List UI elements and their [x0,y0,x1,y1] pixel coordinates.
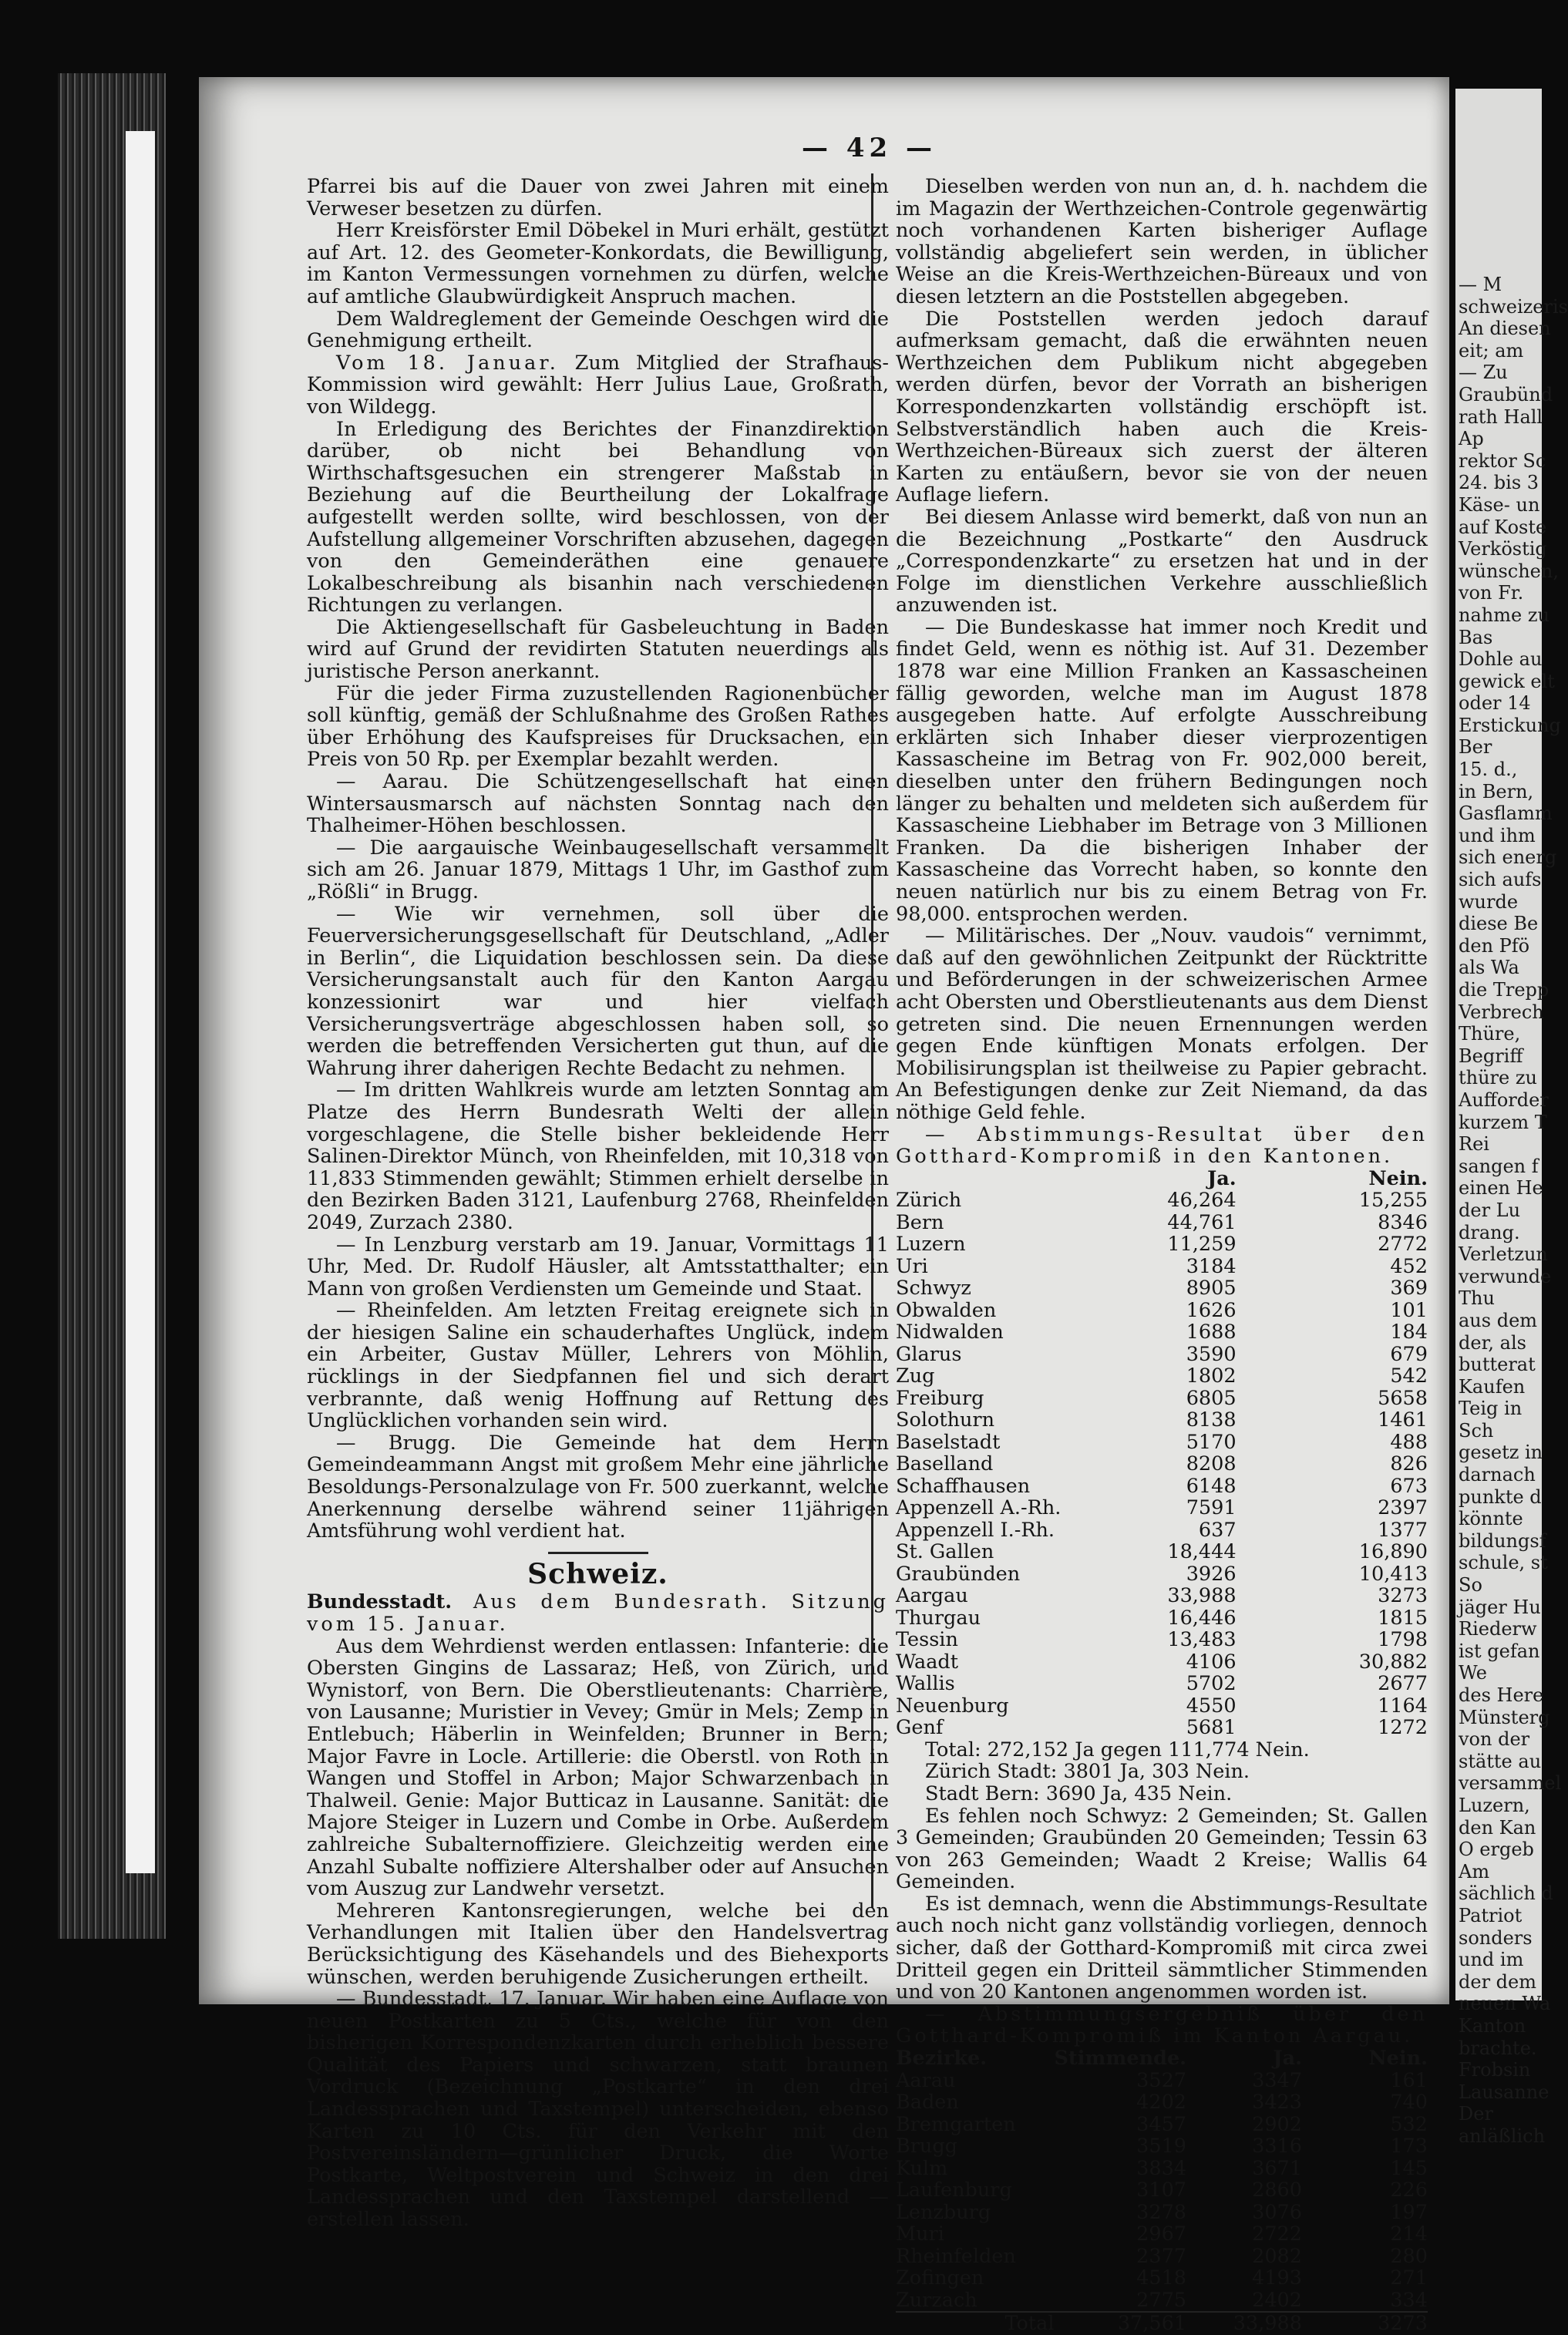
ja-value: 44,761 [1167,1210,1237,1234]
table-header-row [896,2047,1428,2070]
table-row [896,1607,1428,1630]
nein-value: 2677 [1378,1672,1428,1696]
article-paragraph [307,1591,889,1635]
ja-value: 3423 [1252,2091,1302,2115]
canton-name: Uri [896,1254,928,1278]
district-table-title: — Abstimmungsergebniß über den Gotthard-Kompromiß im Kanton Aargau. [896,2002,1428,2048]
nein-value: 1377 [1378,1518,1428,1542]
canton-name: Baselstadt [896,1430,1001,1454]
stimmende-value: 3527 [1136,2068,1187,2092]
ja-value: 3347 [1252,2068,1302,2092]
ja-value: 5170 [1186,1430,1237,1454]
ja-header: Ja. [1273,2047,1302,2071]
stimmende-value: 4202 [1136,2091,1187,2115]
ja-value: 4550 [1186,1694,1237,1718]
article-paragraph: Stadt Bern: 3690 Ja, 435 Nein. [925,1782,1233,1805]
article-paragraph: Dem Waldreglement der Gemeinde Oeschgen wird die Genehmigung ertheilt. [307,307,889,353]
canton-name: Zürich [896,1189,962,1213]
district-name: Muri [896,2222,944,2246]
left-column [307,176,889,2231]
table-row [896,1256,1428,1278]
table-row [896,1519,1428,1542]
table-row [896,2070,1428,2092]
canton-name: Schwyz [896,1277,971,1300]
stimmende-value: 4518 [1136,2266,1187,2290]
nein-value: 1798 [1378,1628,1428,1652]
adjacent-page-fragment [1455,89,1568,2147]
canton-name: Solothurn [896,1408,995,1432]
ja-value: 7591 [1186,1496,1237,1520]
nein-value: 145 [1390,2156,1428,2180]
nein-value: 161 [1390,2068,1428,2092]
article-paragraph: — In Lenzburg verstarb am 19. Januar, Vormittags 11 Uhr, Med. Dr. Rudolf Häusler, alt Amtsstatthalter; ein Mann von großen Verdiensten um Gemeinde und Staat. [307,1233,889,1300]
canton-name: Aargau [896,1584,968,1608]
ja-value: 16,446 [1167,1606,1237,1630]
table-row [896,2267,1428,2290]
nein-value: 673 [1390,1474,1428,1498]
ja-value: 6805 [1186,1386,1237,1410]
table-row [896,1541,1428,1563]
article-paragraph: Dieselben werden von nun an, d. h. nachdem die im Magazin der Werthzeichen-Controle gegenwärtig noch vorhandenen Karten bisheriger Auflage vollständig abgeliefert sein werden, in üblicher Weise an die Kreis-Werthzeichen-Büreaux und von diesen letztern an die Poststellen abgegeben. [896,175,1428,308]
total-label: Total [1004,2312,1055,2335]
table-row [896,1344,1428,1366]
nein-value: 826 [1390,1452,1428,1476]
canton-name: St. Gallen [896,1540,994,1564]
nein-value: 173 [1390,2135,1428,2158]
article-paragraph: Total: 272,152 Ja gegen 111,774 Nein. [925,1738,1310,1761]
canton-name: Schaffhausen [896,1474,1031,1498]
article-paragraph: — Militärisches. Der „Nouv. vaudois“ vernimmt, daß auf den gewöhnlichen Zeitpunkt der Rücktritte und Beförderungen in der schweizerischen Armee acht Obersten und Oberstlieutenants aus dem Dienst getreten sind. Die neuen Ernennungen werden gegen Ende künftigen Monats erfolgen. Der Mobilisirungsplan ist theilweise zu Papier gebracht. An Befestigungen denke zur Zeit Niemand, da das nöthige Geld fehle. [896,924,1428,1124]
article-paragraph: Für die jeder Firma zuzustellenden Ragionenbücher soll künftig, gemäß der Schlußnahme des Großen Rathes über Erhöhung des Kaufspreises für Drucksachen, ein Preis von 50 Rp. per Exemplar bezahlt werden. [307,681,889,772]
article-paragraph: Die Aktiengesellschaft für Gasbeleuchtung in Baden wird auf Grund der revidirten Statuten neuerdings als juristische Person anerkannt. [307,615,889,684]
nein-header: Nein. [1368,1166,1428,1190]
canton-name: Zug [896,1364,935,1388]
table-row [896,2290,1428,2313]
article-paragraph: Die Poststellen werden jedoch darauf aufmerksam gemacht, daß die erwähnten neuen Werthzeichen dem Publikum nicht abgegeben werden dürfen, bevor der Vorrath an bisherigen Korrespondenzkarten vollständig erschöpft ist. Selbstverständlich haben auch die Kreis-Werthzeichen-Büreaux sich zuerst der älteren Karten zu entäußern, bevor sie von der neuen Auflage liefern. [896,307,1428,507]
nein-value: 2397 [1378,1496,1428,1520]
table-row [896,1695,1428,1718]
table-row [896,1563,1428,1586]
dateline: Vom 18. Januar. [336,351,559,375]
section-title: Schweiz. [527,1557,668,1590]
nein-value: 214 [1390,2222,1428,2246]
district-name: Aarau [896,2068,956,2092]
district-name: Zofingen [896,2266,984,2290]
canton-name: Waadt [896,1650,958,1674]
ja-value: 1626 [1186,1298,1237,1322]
total-row [896,2312,1428,2335]
table-row [896,1409,1428,1432]
article-paragraph: — Die Bundeskasse hat immer noch Kredit und findet Geld, wenn es nöthig ist. Auf 31. Dezember 1878 war eine Million Franken an Kassascheinen fällig geworden, welche man im August 1878 ausgegeben hatte. Auf erfolgte Ausschreibung erklärten sich Inhaber dieser vierprozentigen Kassascheine im Betrag von Fr. 902,000 bereit, dieselben unter den frühern Bedingungen noch länger zu behalten und meldeten sich außerdem für Kassascheine Liebhaber im Betrage von 3 Millionen Franken. Da die bisherigen Inhaber der Kassascheine das Vorrecht haben, so konnte den neuen natürlich nur bis zu einem Betrag von Fr. 98,000. entsprochen werden. [896,615,1428,926]
article-paragraph: — Brugg. Die Gemeinde hat dem Herrn Gemeindeammann Angst mit großem Mehr eine jährliche Besoldungs-Personalzulage von Fr. 500 zuerkannt, welche Anerkennung derselbe während seiner 11jährigen Amtsführung wohl verdient hat. [307,1431,889,1543]
ja-value: 46,264 [1167,1189,1237,1213]
table-row [896,1497,1428,1519]
district-name: Baden [896,2091,959,2115]
nein-value: 271 [1390,2266,1428,2290]
stimmende-value: 2775 [1136,2288,1187,2312]
article-paragraph: — Rheinfelden. Am letzten Freitag ereignete sich in der hiesigen Saline ein schauderhaftes Unglück, indem ein Arbeiter, Gustav Müller, Lehrers von Möhlin, rücklings in der Siedpfannen fiel und sich derart verbrannte, daß wenig Hoffnung auf Rettung des Unglücklichen vorhanden sein wird. [307,1299,889,1433]
right-column [896,176,1428,2335]
nein-value: 452 [1390,1254,1428,1278]
ja-value: 8208 [1186,1452,1237,1476]
table-row [896,2202,1428,2224]
table-row [896,1365,1428,1388]
article-paragraph [307,352,889,419]
ja-value: 4193 [1252,2266,1302,2290]
nein-value: 334 [1390,2288,1428,2312]
district-name: Kulm [896,2156,948,2180]
nein-value: 1272 [1378,1716,1428,1740]
ja-value: 2402 [1252,2288,1302,2312]
adjacent-page-text: — M schweizeris An diesen eit; am — Zu Graubünd rath Hall Ap rektor Sc 24. bis 3 Käse- un auf Koste Verköstig wünschen, von Fr. nahme zu Bas Dohle au gewick elt oder 14 Erstickung Ber 15. d., in Bern, Gasflamm und ihm sich energ sich aufs wurde diese Be den Pfö als Wa die Trepp Verbrech Thüre, Begriff thüre zu Aufforder kurzem T Rei sangen f einen He der Lu drang. Verletzun verwunde Thu aus dem der, als butterat Kaufen Teig in Sch gesetz in darnach punkte d könnte bildungsf schule, st So jäger Hu Riederw ist gefan We des Here Münsterg von der stätte au versammel Luzern, den Kan O ergeb Am sächlich d Patriot sonders und im der dem neuen Wa Kanton brachte. Frobsin Lausanne Der anläßlich [1459,274,1568,2147]
canton-name: Nidwalden [896,1321,1004,1344]
stimmende-value: 2967 [1136,2222,1187,2246]
section-rule [548,1552,648,1554]
table-row [896,1277,1428,1300]
table-row [896,1212,1428,1234]
article-paragraph: — Aarau. Die Schützengesellschaft hat einen Wintersausmarsch auf nächsten Sonntag nach den Thalheimer-Höhen beschlossen. [307,770,889,838]
canton-name: Baselland [896,1452,994,1476]
ja-value: 8905 [1186,1277,1237,1300]
paragraph-body: Zum Mitglied der Strafhaus-Kommission wird gewählt: Herr Julius Laue, Großrath, von Wildegg. [307,351,889,419]
district-name: Laufenburg [896,2179,1012,2202]
ja-value: 18,444 [1167,1540,1237,1564]
district-vote-table [896,2047,1428,2335]
nein-value: 8346 [1378,1210,1428,1234]
ja-value: 8138 [1186,1408,1237,1432]
vote-table-title: — Abstimmungs-Resultat über den Gotthard-Kompromiß in den Kantonen. [896,1122,1428,1169]
stimmende-value: 3278 [1136,2200,1187,2224]
article-paragraph: — Wie wir vernehmen, soll über die Feuerversicherungsgesellschaft für Deutschland, „Adler in Berlin“, die Liquidation beschlossen sein. Da diese Versicherungsanstalt auch für den Kanton Aargau konzessionirt war und hier vielfach Versicherungsverträge abgeschlossen haben soll, so werden die betreffenden Versicherten gut thun, auf die Wahrung ihrer daherigen Rechte Bedacht zu nehmen. [307,902,889,1080]
table-row [896,1475,1428,1498]
article-paragraph: In Erledigung des Berichtes der Finanzdirektion darüber, ob nicht bei Behandlung von Wirthschaftsgesuchen ein strengerer Maßstab in Beziehung auf die Beurtheilung der Lokalfrage aufgestellt werden sollte, wird beschlossen, von der Aufstellung allgemeiner Vorschriften abzusehen, dagegen von den Gemeinderäthen eine genauere Lokalbeschreibung als bisanhin nach verschiedenen Richtungen zu verlangen. [307,417,889,617]
ja-value: 2860 [1252,2179,1302,2202]
nein-value: 184 [1390,1321,1428,1344]
nein-value: 280 [1390,2244,1428,2268]
ja-value: 637 [1198,1518,1237,1542]
table-row [896,2158,1428,2180]
ja-value: 1688 [1186,1321,1237,1344]
nein-value: 226 [1390,2179,1428,2202]
nein-value: 1164 [1378,1694,1428,1718]
page-number: — 42 — [802,133,937,163]
district-name: Lenzburg [896,2200,991,2224]
canton-name: Neuenburg [896,1694,1009,1718]
canton-name: Freiburg [896,1386,984,1410]
ja-value: 4106 [1186,1650,1237,1674]
district-name: Rheinfelden [896,2244,1016,2268]
canton-name: Bern [896,1210,944,1234]
ja-value: 2722 [1252,2222,1302,2246]
canton-name: Appenzell A.-Rh. [896,1496,1062,1520]
nein-value: 15,255 [1358,1189,1428,1213]
table-row [896,2135,1428,2158]
table-row [896,2091,1428,2114]
canton-name: Luzern [896,1233,966,1257]
district-name: Zurzach [896,2288,977,2312]
nein-header: Nein. [1368,2047,1428,2071]
nein-value: 30,882 [1358,1650,1428,1674]
table-row [896,2223,1428,2246]
article-paragraph: Mehreren Kantonsregierungen, welche bei den Verhandlungen mit Italien über den Handelsvertrag Berücksichtigung des Käsehandels und des Biehexports wünschen, werden beruhigende Zusicherungen ertheilt. [307,1899,889,1989]
ja-value: 3076 [1252,2200,1302,2224]
nein-value: 542 [1390,1364,1428,1388]
table-row [896,1673,1428,1695]
table-row [896,1388,1428,1410]
ja-value: 13,483 [1167,1628,1237,1652]
nein-value: 740 [1390,2091,1428,2115]
table-row [896,1629,1428,1651]
table-row [896,1585,1428,1607]
table-row [896,1453,1428,1475]
bezirke-header: Bezirke. [896,2047,988,2071]
article-paragraph: Herr Kreisförster Emil Döbekel in Muri erhält, gestützt auf Art. 12. des Geometer-Konkordats, die Bewilligung, im Kanton Vermessungen vornehmen zu dürfen, welche auf amtliche Glaubwürdigkeit Anspruch machen. [307,219,889,308]
ja-value: 1802 [1186,1364,1237,1388]
canton-name: Obwalden [896,1298,997,1322]
article-paragraph: Bei diesem Anlasse wird bemerkt, daß von nun an die Bezeichnung „Postkarte“ den Ausdruck „Correspondenzkarte“ zu ersetzen hat und in der Folge im dienstlichen Verkehre ausschließlich anzuwenden ist. [896,505,1428,617]
canton-name: Glarus [896,1342,962,1366]
article-paragraph: Es ist demnach, wenn die Abstimmungs-Resultate auch noch nicht ganz vollständig vorliegen, dennoch sicher, daß der Gotthard-Kompromiß mit circa zwei Dritteil gegen ein Dritteil sämmtlicher Stimmenden und von 20 Kantonen angenommen worden ist. [896,1892,1428,2004]
table-row [896,1717,1428,1739]
dateline: Bundesstadt. [307,1590,453,1614]
table-row [896,1189,1428,1212]
table-row [896,1651,1428,1674]
canton-vote-table [896,1168,1428,1739]
article-paragraph: Es fehlen noch Schwyz: 2 Gemeinden; St. Gallen 3 Gemeinden; Graubünden 20 Gemeinden; Tessin 63 von 263 Gemeinden; Waadt 2 Kreise; Wallis 64 Gemeinden. [896,1804,1428,1894]
ja-value: 3671 [1252,2156,1302,2180]
table-row [896,2179,1428,2202]
ja-value: 2902 [1252,2112,1302,2136]
nein-value: 1461 [1378,1408,1428,1432]
ja-value: 3590 [1186,1342,1237,1366]
ja-value: 2082 [1252,2244,1302,2268]
nein-value: 197 [1390,2200,1428,2224]
ja-value: 11,259 [1167,1233,1237,1257]
stimmende-value: 3519 [1136,2135,1187,2158]
nein-value: 488 [1390,1430,1428,1454]
ja-value: 3184 [1186,1254,1237,1278]
article-paragraph: Zürich Stadt: 3801 Ja, 303 Nein. [925,1760,1250,1784]
stimmende-header: Stimmende. [1054,2047,1187,2071]
nein-value: 2772 [1378,1233,1428,1257]
total-nein: 3273 [1378,2312,1428,2335]
table-row [896,1233,1428,1256]
paragraph-body: Aus dem Bundesrath. Sitzung vom 15. Januar. [307,1590,889,1636]
nein-value: 369 [1390,1277,1428,1300]
nein-value: 5658 [1378,1386,1428,1410]
article-paragraph: Aus dem Wehrdienst werden entlassen: Infanterie: die Obersten Gingins de Lassaraz; Heß, von Zürich, und Wynistorf, von Bern. Die Oberstlieutenants: Charrière, von Lausanne; Muristier in Vevey; Gmür in Mels; Zemp in Entlebuch; Häberlin in Weinfelden; Brunner in Bern; Major Favre in Locle. Artillerie: die Oberstl. von Roth in Wangen und Stoffel in Arbon; Major Schwarzenbach in Thalweil. Genie: Major Butticaz in Lausanne. Sanität: die Majore Steiger in Luzern und Combe in Orbe. Außerdem zahlreiche Subalternoffiziere. Gleichzeitig werden eine Anzahl Subalte noffiziere Altershalber oder auf Ansuchen vom Auszug zur Landwehr versetzt. [307,1634,889,1901]
table-header-row [896,1168,1428,1190]
table-row [896,2114,1428,2136]
nein-value: 16,890 [1358,1540,1428,1564]
article-paragraph: — Im dritten Wahlkreis wurde am letzten Sonntag am Platze des Herrn Bundesrath Welti der allein vorgeschlagene, die Stelle bisher bekleidende Herr Salinen-Direktor Münch, von Rheinfelden, mit 10,318 von 11,833 Stimmenden gewählt; Stimmen erhielt derselbe in den Bezirken Baden 3121, Laufenburg 2768, Rheinfelden 2049, Zurzach 2380. [307,1078,889,1234]
ja-value: 5702 [1186,1672,1237,1696]
nein-value: 679 [1390,1342,1428,1366]
stimmende-value: 2377 [1136,2244,1187,2268]
table-row [896,2246,1428,2268]
article-paragraph: Pfarrei bis auf die Dauer von zwei Jahren mit einem Verweser besetzen zu dürfen. [307,175,889,220]
ja-value: 33,988 [1167,1584,1237,1608]
article-paragraph: — Bundesstadt, 17. Januar. Wir haben eine Auflage von neuen Postkarten zu 5 Cts., welche für von den bisherigen Korrespondenzkarten durch erheblich bessere Qualität des Papiers und schwarzen, statt braunen Vordruck (Bezeichnung „Postkarte“ in den drei Landessprachen und Taxstempel) unterscheiden, ebenso Karten zu 10 Cts. für den Verkehr mit den Postvereinsländern—grünlicher Druck, die Worte Postkarte, Weltpostverein und Schweiz in den drei Landessprachen und den Taxstempel darstellend — erstellen lassen. [307,1987,889,2232]
total-stimmende: 37,561 [1117,2312,1187,2335]
canton-name: Wallis [896,1672,955,1696]
page-margin-strip [126,131,155,1873]
table-row [896,1300,1428,1322]
article-paragraph: — Die aargauische Weinbaugesellschaft versammelt sich am 26. Januar 1879, Mittags 1 Uhr, im Gasthof zum „Rößli“ in Brugg. [307,836,889,903]
canton-name: Genf [896,1716,944,1740]
nein-value: 3273 [1378,1584,1428,1608]
ja-value: 6148 [1186,1474,1237,1498]
stimmende-value: 3834 [1136,2156,1187,2180]
stimmende-value: 3457 [1136,2112,1187,2136]
nein-value: 10,413 [1358,1562,1428,1586]
ja-value: 3926 [1186,1562,1237,1586]
nein-value: 1815 [1378,1606,1428,1630]
table-row [896,1432,1428,1454]
ja-value: 3316 [1252,2135,1302,2158]
canton-name: Graubünden [896,1562,1021,1586]
total-ja: 33,988 [1233,2312,1302,2335]
district-name: Brugg [896,2135,957,2158]
nein-value: 532 [1390,2112,1428,2136]
ja-value: 5681 [1186,1716,1237,1740]
canton-name: Tessin [896,1628,958,1652]
stimmende-value: 3107 [1136,2179,1187,2202]
canton-name: Appenzell I.-Rh. [896,1518,1055,1542]
table-row [896,1321,1428,1344]
canton-name: Thurgau [896,1606,981,1630]
district-name: Bremgarten [896,2112,1016,2136]
nein-value: 101 [1390,1298,1428,1322]
ja-header: Ja. [1207,1166,1237,1190]
